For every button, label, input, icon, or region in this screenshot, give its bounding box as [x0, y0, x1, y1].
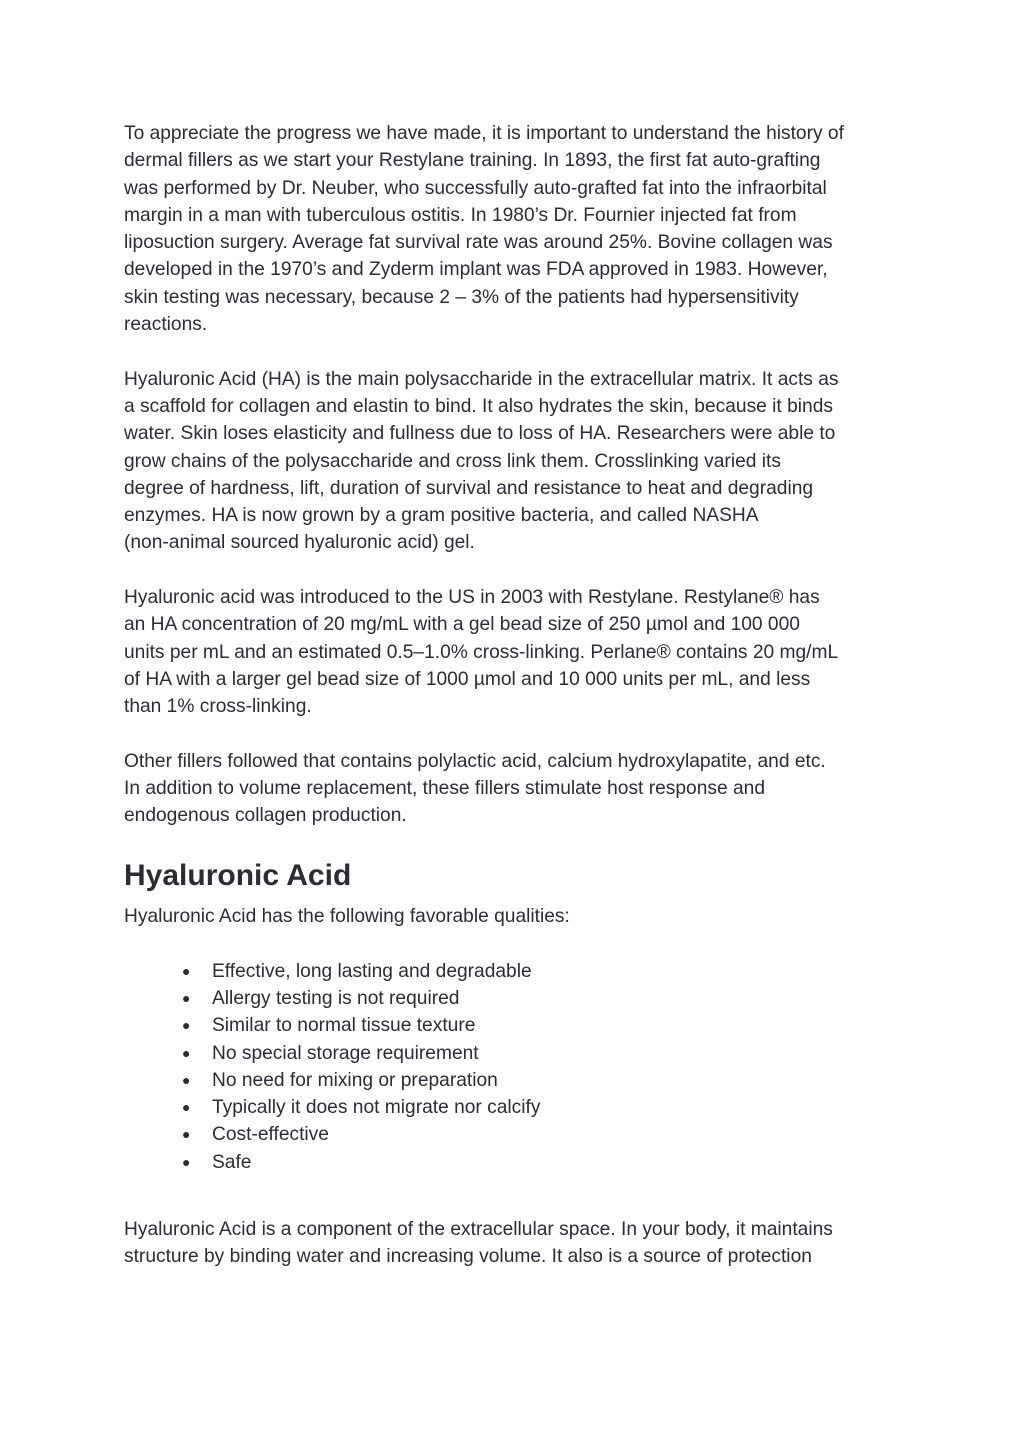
list-item-label: No need for mixing or preparation [212, 1069, 498, 1091]
paragraph-history: To appreciate the progress we have made, it is important to understand the history of dermal fillers as we start your Restylane training. In 1893, the first fat auto-grafting was performed by Dr. Neuber, who successfully auto-grafted fat into the infraorbital margin in a man with tuberculous ostitis. In 1980’s Dr. Fournier injected fat from liposuction surgery. Average fat survival rate was around 25%. Bovine collagen was developed in the 1970’s and Zyderm implant was FDA approved in 1983. However, skin testing was necessary, because 2 – 3% of the patients had hypersensitivity reactions. [124, 123, 844, 336]
paragraph-closing: Hyaluronic Acid is a component of the extracellular space. In your body, it maintains structure by binding water and increasing volume. It also is a source of protection [124, 1218, 833, 1268]
list-item [182, 985, 904, 1012]
list-item-label: Similar to normal tissue texture [212, 1015, 476, 1037]
section-heading: Hyaluronic Acid [124, 859, 352, 893]
paragraph-restylane: Hyaluronic acid was introduced to the US in 2003 with Restylane. Restylane® has an HA concentration of 20 mg/mL with a gel bead size of 250 µmol and 100 000 units per mL and an estimated 0.5–1.0% cross-linking. Perlane® contains 20 mg/mL of HA with a larger gel bead size of 1000 µmol and 10 000 units per mL, and less than 1% cross-linking. [124, 587, 839, 718]
bullet-icon: ● [182, 1017, 191, 1034]
list-item-label: Safe [212, 1151, 252, 1173]
bullet-icon: ● [182, 989, 191, 1006]
bullet-icon: ● [182, 1044, 191, 1061]
paragraph-other-fillers: Other fillers followed that contains polylactic acid, calcium hydroxylapatite, and etc. In addition to volume replacement, these fillers stimulate host response and endogenous collagen production. [124, 750, 826, 827]
list-item-label: Cost-effective [212, 1124, 329, 1146]
list-item [182, 1121, 904, 1148]
list-item-label: No special storage requirement [212, 1042, 479, 1064]
list-item [182, 1040, 904, 1067]
bullet-icon: ● [182, 1153, 191, 1170]
list-item-label: Allergy testing is not required [212, 987, 460, 1009]
bullet-icon: ● [182, 1126, 191, 1143]
list-item [182, 958, 904, 985]
qualities-list [124, 958, 904, 1176]
list-item [182, 1067, 904, 1094]
section-intro: Hyaluronic Acid has the following favorable qualities: [124, 906, 570, 928]
list-item [182, 1094, 904, 1121]
paragraph-ha-overview: Hyaluronic Acid (HA) is the main polysaccharide in the extracellular matrix. It acts as a scaffold for collagen and elastin to bind. It also hydrates the skin, because it binds water. Skin loses elasticity and fullness due to loss of HA. Researchers were able to grow chains of the polysaccharide and cross link them. Crosslinking varied its degree of hardness, lift, duration of survival and resistance to heat and degrading enzymes. HA is now grown by a gram positive bacteria, and called NASHA (non-animal sourced hyaluronic acid) gel. [124, 368, 839, 554]
bullet-icon: ● [182, 1071, 191, 1088]
bullet-icon: ● [182, 962, 191, 979]
list-item-label: Typically it does not migrate nor calcify [212, 1097, 541, 1119]
list-item-label: Effective, long lasting and degradable [212, 960, 532, 982]
document-page [124, 120, 904, 1298]
list-item [182, 1012, 904, 1039]
bullet-icon: ● [182, 1099, 191, 1116]
list-item [182, 1149, 904, 1176]
